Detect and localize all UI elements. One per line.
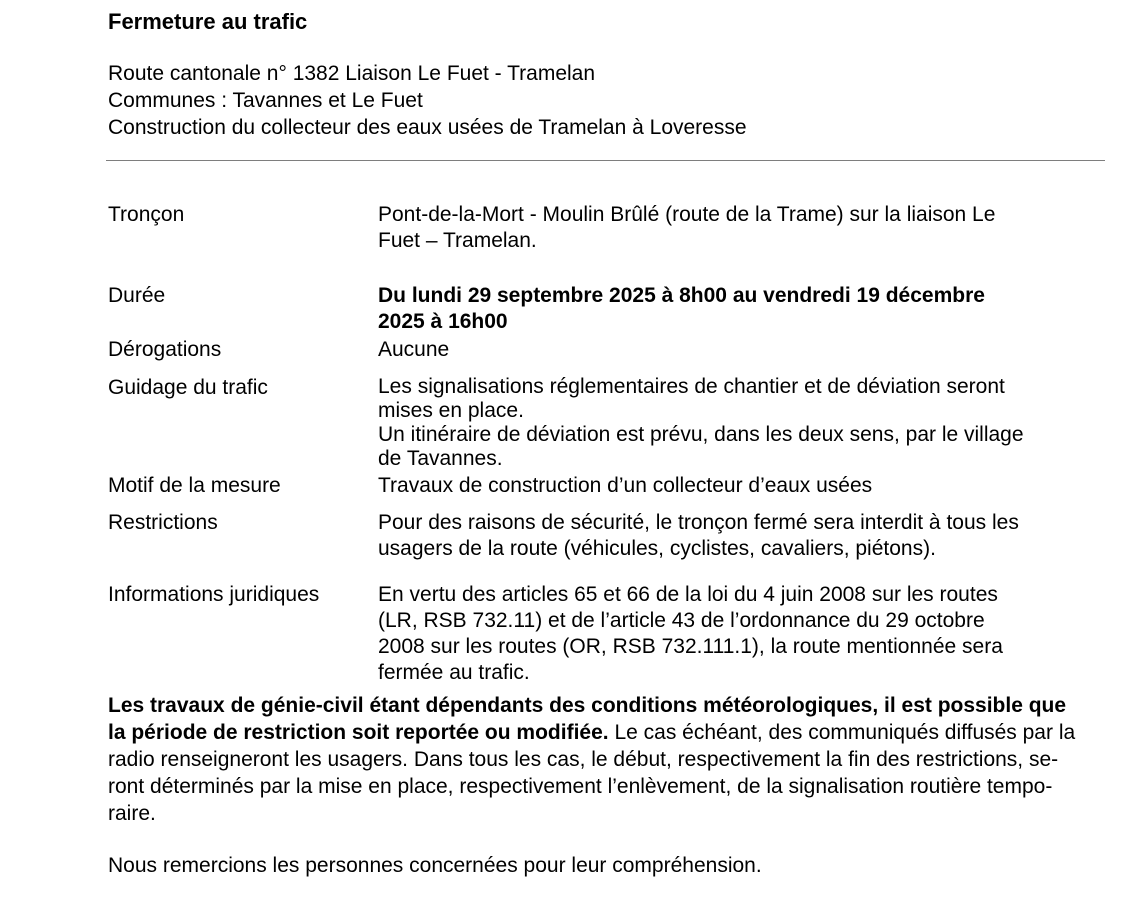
value-line: mises en place. [378, 399, 524, 422]
paragraph-line [108, 746, 1113, 773]
row-label: Tronçon [108, 203, 185, 226]
row-value [378, 510, 1078, 562]
value-line: Aucune [378, 338, 450, 361]
route-line: Route cantonale n° 1382 Liaison Le Fuet - Tramelan [108, 62, 596, 85]
row-label: Informations juridiques [108, 583, 320, 606]
value-line: Pour des raisons de sécurité, le tronçon fermé sera interdit à tous les [378, 511, 1019, 534]
document-page [0, 8, 1121, 901]
paragraph-line [108, 692, 1113, 719]
value-line: Travaux de construction d’un collecteur d’eaux usées [378, 474, 873, 497]
row-label: Dérogations [108, 338, 222, 361]
regular-text: ront déterminés par la mise en place, respectivement l’enlèvement, de la signalisation routière tempo- [108, 775, 1053, 798]
row-value [378, 202, 1078, 254]
value-line: usagers de la route (véhicules, cyclistes, cavaliers, piétons). [378, 537, 936, 560]
value-line: Fuet – Tramelan. [378, 229, 537, 252]
regular-text: raire. [108, 802, 156, 825]
regular-text: Le cas échéant, des communiqués diffusés par la [608, 721, 1076, 744]
value-line: Les signalisations réglementaires de chantier et de déviation seront [378, 375, 1005, 398]
value-line: (LR, RSB 732.11) et de l’article 43 de l’ordonnance du 29 octobre [378, 609, 985, 632]
table-row-guidage [108, 375, 1121, 471]
value-line: 2008 sur les routes (OR, RSB 732.111.1), la route mentionnée sera [378, 635, 1003, 658]
details-table [108, 202, 1121, 686]
table-row-duree [108, 283, 1121, 335]
value-line: fermée au trafic. [378, 661, 530, 684]
value-line: Pont-de-la-Mort - Moulin Brûlé (route de la Trame) sur la liaison Le [378, 203, 996, 226]
value-line: En vertu des articles 65 et 66 de la loi du 4 juin 2008 sur les routes [378, 583, 998, 606]
row-value [378, 473, 1078, 499]
table-row-informations-juridiques [108, 582, 1121, 686]
value-line: 2025 à 16h00 [378, 310, 508, 333]
row-label: Durée [108, 284, 166, 307]
paragraph-line [108, 719, 1113, 746]
row-value [378, 375, 1078, 471]
closing-paragraph [108, 692, 1113, 827]
row-value [378, 283, 1078, 335]
document-title: Fermeture au trafic [108, 9, 308, 34]
table-row-troncon [108, 202, 1121, 254]
row-label: Motif de la mesure [108, 474, 281, 497]
paragraph-line [108, 800, 1113, 827]
row-value [378, 582, 1078, 686]
communes-line: Communes : Tavannes et Le Fuet [108, 89, 423, 112]
bold-text: la période de restriction soit reportée ou modifiée. [108, 721, 609, 744]
value-line: de Tavannes. [378, 447, 503, 470]
row-label: Restrictions [108, 511, 218, 534]
construction-line: Construction du collecteur des eaux usées de Tramelan à Loveresse [108, 116, 747, 139]
paragraph-line [108, 773, 1113, 800]
intro-block [108, 60, 1121, 141]
value-line: Un itinéraire de déviation est prévu, dans les deux sens, par le village [378, 423, 1024, 446]
thanks-line: Nous remercions les personnes concernées pour leur compréhension. [108, 854, 762, 877]
table-row-derogations [108, 337, 1121, 363]
table-row-restrictions [108, 510, 1121, 562]
row-value [378, 337, 1078, 363]
value-line: Du lundi 29 septembre 2025 à 8h00 au vendredi 19 décembre [378, 284, 985, 307]
table-row-motif [108, 473, 1121, 499]
divider [106, 160, 1105, 161]
row-label: Guidage du trafic [108, 376, 268, 399]
regular-text: radio renseigneront les usagers. Dans tous les cas, le début, respectivement la fin des restrictions, se- [108, 748, 1059, 771]
bold-text: Les travaux de génie-civil étant dépendants des conditions météorologiques, il est possible que [108, 694, 1067, 717]
